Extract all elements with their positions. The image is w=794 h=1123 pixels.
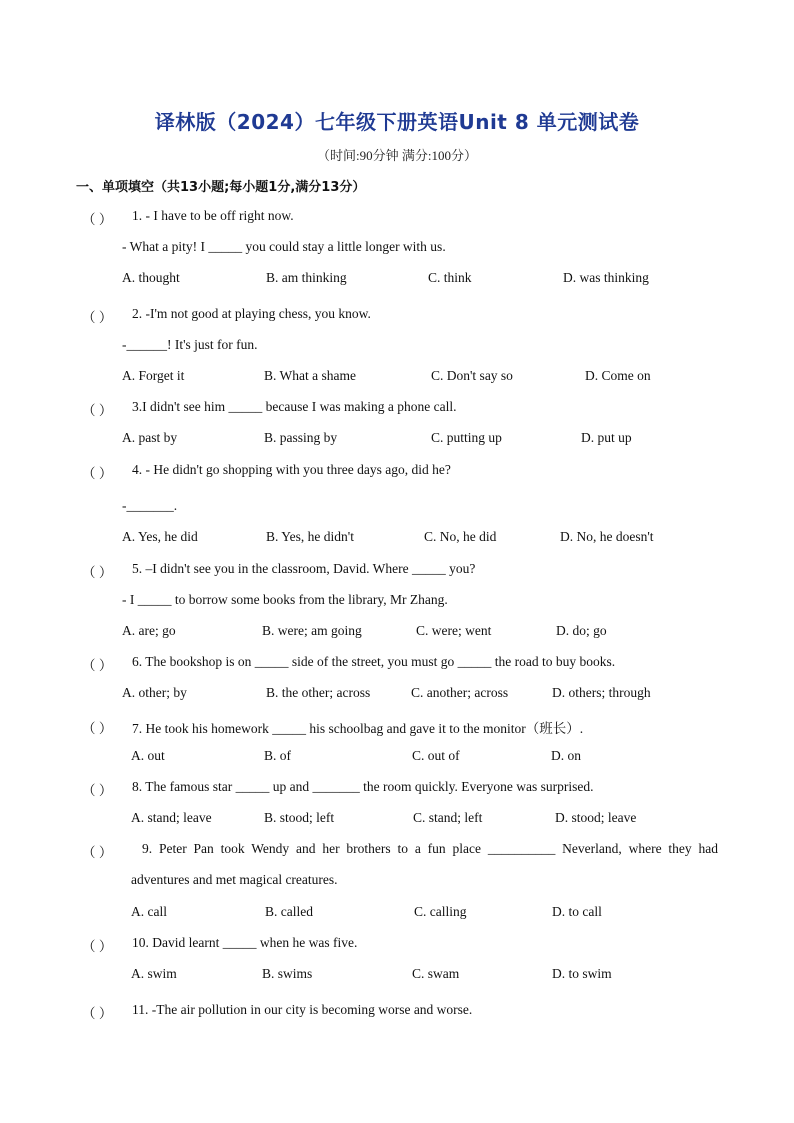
question-text: 11. -The air pollution in our city is becoming worse and worse.: [132, 1002, 473, 1017]
option-d[interactable]: D. stood; leave: [555, 810, 637, 825]
option-d[interactable]: D. do; go: [556, 623, 607, 638]
question-text: 6. The bookshop is on _____ side of the street, you must go _____ the road to buy books.: [132, 654, 616, 669]
answer-blank[interactable]: （ ）: [82, 403, 113, 418]
answer-blank[interactable]: （ ）: [82, 565, 113, 580]
answer-blank[interactable]: （ ）: [82, 1006, 113, 1021]
option-a[interactable]: A. call: [131, 904, 167, 919]
answer-blank[interactable]: （ ）: [82, 939, 113, 954]
question-text: 5. –I didn't see you in the classroom, David. Where _____ you?: [132, 561, 476, 576]
option-d[interactable]: D. to call: [552, 904, 602, 919]
question-text: 4. - He didn't go shopping with you three days ago, did he?: [132, 462, 451, 477]
question-text: adventures and met magical creatures.: [131, 872, 338, 887]
option-b[interactable]: B. am thinking: [266, 270, 347, 285]
option-d[interactable]: D. on: [551, 748, 581, 763]
option-c[interactable]: C. were; went: [416, 623, 492, 638]
option-c[interactable]: C. out of: [412, 748, 460, 763]
option-b[interactable]: B. were; am going: [262, 623, 362, 638]
question-text: 7. He took his homework _____ his schoolbag and gave it to the monitor（班长）.: [132, 721, 584, 736]
option-c[interactable]: C. another; across: [411, 685, 509, 700]
section-heading: 一、单项填空（共13小题;每小题1分,满分13分）: [76, 180, 366, 195]
page-title: 译林版（2024）七年级下册英语Unit 8 单元测试卷: [154, 110, 640, 134]
option-b[interactable]: B. called: [265, 904, 313, 919]
question-text: - What a pity! I _____ you could stay a little longer with us.: [122, 239, 446, 254]
option-c[interactable]: C. putting up: [431, 430, 502, 445]
option-b[interactable]: B. stood; left: [264, 810, 335, 825]
answer-blank[interactable]: （ ）: [82, 845, 113, 860]
answer-blank[interactable]: （ ）: [82, 466, 113, 481]
option-b[interactable]: B. Yes, he didn't: [266, 529, 354, 544]
option-a[interactable]: A. are; go: [122, 623, 176, 638]
option-a[interactable]: A. thought: [122, 270, 180, 285]
option-b[interactable]: B. What a shame: [264, 368, 356, 383]
option-a[interactable]: A. stand; leave: [131, 810, 212, 825]
answer-blank[interactable]: （ ）: [82, 212, 113, 227]
option-c[interactable]: C. swam: [412, 966, 460, 981]
option-a[interactable]: A. Yes, he did: [122, 529, 198, 544]
option-a[interactable]: A. swim: [131, 966, 177, 981]
option-d[interactable]: D. put up: [581, 430, 632, 445]
option-d[interactable]: D. others; through: [552, 685, 651, 700]
question-text: -_______.: [122, 498, 178, 513]
option-d[interactable]: D. to swim: [552, 966, 612, 981]
exam-info: （时间:90分钟 满分:100分）: [317, 148, 477, 163]
option-c[interactable]: C. calling: [414, 904, 467, 919]
option-a[interactable]: A. out: [131, 748, 165, 763]
option-d[interactable]: D. Come on: [585, 368, 651, 383]
option-d[interactable]: D. No, he doesn't: [560, 529, 654, 544]
option-a[interactable]: A. Forget it: [122, 368, 185, 383]
question-text: - I _____ to borrow some books from the library, Mr Zhang.: [122, 592, 448, 607]
answer-blank[interactable]: （ ）: [82, 310, 113, 325]
question-text: 2. -I'm not good at playing chess, you know.: [132, 306, 371, 321]
question-text: -______! It's just for fun.: [122, 337, 258, 352]
option-b[interactable]: B. of: [264, 748, 291, 763]
answer-blank[interactable]: （ ）: [82, 783, 113, 798]
option-d[interactable]: D. was thinking: [563, 270, 649, 285]
answer-blank[interactable]: （ ）: [82, 721, 113, 736]
option-c[interactable]: C. Don't say so: [431, 368, 513, 383]
option-b[interactable]: B. passing by: [264, 430, 338, 445]
option-b[interactable]: B. swims: [262, 966, 313, 981]
option-b[interactable]: B. the other; across: [266, 685, 371, 700]
question-text: 9. Peter Pan took Wendy and her brothers to a fun place __________ Neverland, where they had: [142, 841, 718, 856]
question-text: 10. David learnt _____ when he was five.: [132, 935, 358, 950]
question-text: 3.I didn't see him _____ because I was making a phone call.: [132, 399, 457, 414]
question-text: 8. The famous star _____ up and _______ the room quickly. Everyone was surprised.: [132, 779, 594, 794]
option-c[interactable]: C. stand; left: [413, 810, 483, 825]
option-a[interactable]: A. past by: [122, 430, 178, 445]
answer-blank[interactable]: （ ）: [82, 658, 113, 673]
option-c[interactable]: C. think: [428, 270, 472, 285]
question-text: 1. - I have to be off right now.: [132, 208, 294, 223]
option-a[interactable]: A. other; by: [122, 685, 187, 700]
option-c[interactable]: C. No, he did: [424, 529, 497, 544]
